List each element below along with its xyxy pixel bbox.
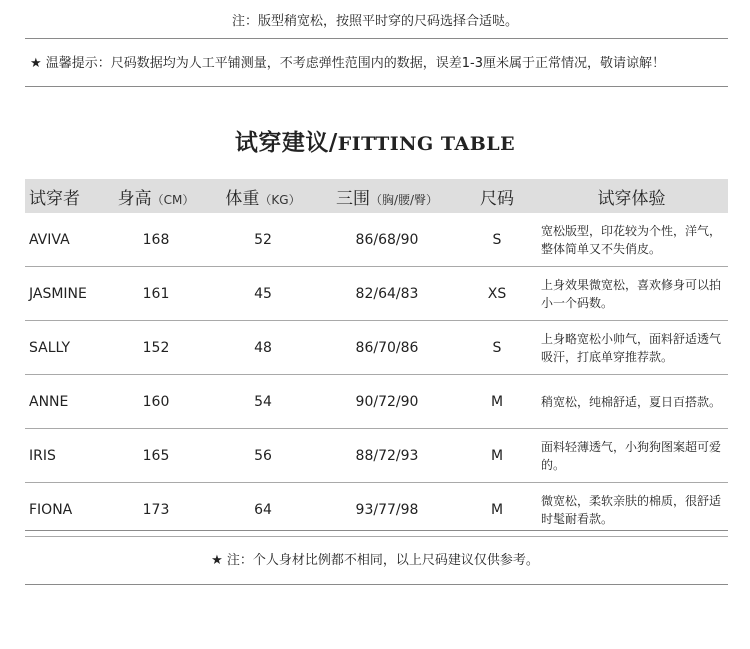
cell-size: M <box>459 483 535 537</box>
cell-experience: 面料轻薄透气，小狗狗图案超可爱的。 <box>535 429 728 483</box>
cell-name: FIONA <box>25 483 101 537</box>
fitting-table <box>25 179 728 537</box>
cell-measure: 86/70/86 <box>315 321 459 375</box>
divider <box>25 86 728 87</box>
cell-measure: 86/68/90 <box>315 213 459 267</box>
cell-measure: 93/77/98 <box>315 483 459 537</box>
cell-height: 165 <box>101 429 211 483</box>
cell-experience: 上身效果微宽松，喜欢修身可以拍小一个码数。 <box>535 267 728 321</box>
cell-name: SALLY <box>25 321 101 375</box>
table-row <box>25 483 728 537</box>
cell-size: M <box>459 375 535 429</box>
cell-weight: 52 <box>211 213 315 267</box>
cell-weight: 48 <box>211 321 315 375</box>
title-cn: 试穿建议/ <box>234 130 338 156</box>
cell-height: 161 <box>101 267 211 321</box>
table-row <box>25 321 728 375</box>
header-weight <box>211 179 315 213</box>
cell-height: 160 <box>101 375 211 429</box>
top-note: 注：版型稍宽松，按照平时穿的尺码选择合适哒。 <box>231 14 518 29</box>
divider <box>25 584 728 585</box>
table-row <box>25 213 728 267</box>
header-measure-label: 三围 <box>335 188 370 209</box>
header-measure-unit: （胸/腰/臀） <box>369 192 439 207</box>
cell-name: JASMINE <box>25 267 101 321</box>
header-experience: 试穿体验 <box>535 179 728 213</box>
header-weight-label: 体重 <box>225 188 260 209</box>
header-name: 试穿者 <box>25 179 101 213</box>
cell-size: S <box>459 321 535 375</box>
cell-experience: 稍宽松，纯棉舒适，夏日百搭款。 <box>535 375 728 429</box>
cell-experience: 上身略宽松小帅气，面料舒适透气吸汗，打底单穿推荐款。 <box>535 321 728 375</box>
table-header-row <box>25 179 728 213</box>
divider <box>25 530 728 531</box>
cell-height: 152 <box>101 321 211 375</box>
header-height-label: 身高 <box>117 188 152 209</box>
bottom-note: ★ 注：个人身材比例都不相同，以上尺码建议仅供参考。 <box>211 553 539 568</box>
header-weight-unit: （KG） <box>259 192 301 207</box>
table-row <box>25 375 728 429</box>
cell-size: M <box>459 429 535 483</box>
cell-weight: 54 <box>211 375 315 429</box>
cell-measure: 88/72/93 <box>315 429 459 483</box>
table-row <box>25 267 728 321</box>
title-en: FITTING TABLE <box>337 133 516 155</box>
header-measure <box>315 179 459 213</box>
cell-name: AVIVA <box>25 213 101 267</box>
cell-weight: 64 <box>211 483 315 537</box>
cell-name: IRIS <box>25 429 101 483</box>
cell-height: 168 <box>101 213 211 267</box>
cell-experience: 微宽松，柔软亲肤的棉质，很舒适时髦耐看款。 <box>535 483 728 537</box>
cell-weight: 56 <box>211 429 315 483</box>
cell-size: XS <box>459 267 535 321</box>
cell-height: 173 <box>101 483 211 537</box>
page-title <box>0 124 750 157</box>
cell-size: S <box>459 213 535 267</box>
cell-measure: 90/72/90 <box>315 375 459 429</box>
table-row <box>25 429 728 483</box>
tips-text: ★ 温馨提示：尺码数据均为人工平铺测量，不考虑弹性范围内的数据，误差1-3厘米属于正常情况，敬请谅解！ <box>30 56 666 71</box>
cell-measure: 82/64/83 <box>315 267 459 321</box>
header-height <box>101 179 211 213</box>
header-height-unit: （CM） <box>151 192 195 207</box>
cell-weight: 45 <box>211 267 315 321</box>
header-size: 尺码 <box>459 179 535 213</box>
cell-experience: 宽松版型，印花较为个性，洋气，整体简单又不失俏皮。 <box>535 213 728 267</box>
divider <box>25 38 728 39</box>
cell-name: ANNE <box>25 375 101 429</box>
